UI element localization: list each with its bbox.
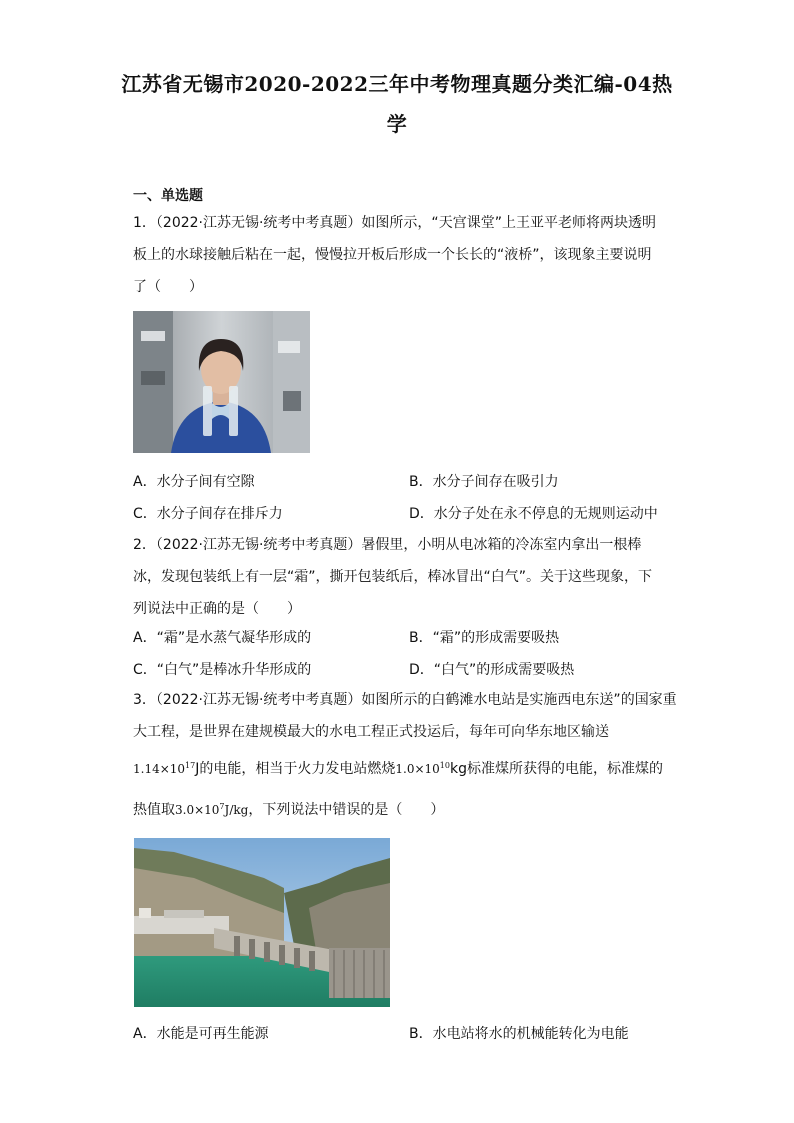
heat-value: $3.0\times 10^7J/kg$ [175, 802, 249, 817]
energy-text: J的电能，相当于火力发电站燃烧 [195, 761, 396, 777]
question-3-line-1: 3．（2022·江苏无锡·统考中考真题）如图所示的白鹤滩水电站是实施西电东送”的国家重 [133, 692, 677, 708]
q3-option-a: A．水能是可再生能源 [133, 1026, 269, 1042]
title-line-2: 学 [386, 112, 408, 136]
question-2-text: 2．（2022·江苏无锡·统考中考真题）暑假里，小明从电冰箱的冷冻室内拿出一根棒冰，发现包装纸上有一层“霜”，撕开包装纸后，棒冰冒出“白气”。关于这些现象，下列说法中正确的是（ ） [133, 537, 653, 617]
q2-option-d: D．“白气”的形成需要吸热 [409, 662, 575, 678]
q2-option-c: C．“白气”是棒冰升华形成的 [133, 662, 312, 678]
question-1-text: 1．（2022·江苏无锡·统考中考真题）如图所示，“天宫课堂”上王亚平老师将两块透明板上的水球接触后粘在一起，慢慢拉开板后形成一个长长的“液桥”，该现象主要说明了（ ） [133, 215, 656, 295]
q2-option-a: A．“霜”是水蒸气凝华形成的 [133, 630, 312, 646]
question-3-photo [134, 838, 390, 1007]
question-3-line-4 [133, 800, 444, 820]
heat-prefix: 热值取 [133, 802, 175, 818]
question-3-line-3 [133, 759, 663, 779]
q3-option-b: B．水电站将水的机械能转化为电能 [409, 1026, 629, 1042]
energy-value: $1.14\times 10^{17}$ [133, 761, 196, 776]
question-3-line-2: 大工程，是世界在建规模最大的水电工程正式投运后，每年可向华东地区输送 [133, 724, 609, 740]
coal-value: $1.0\times 10^{10}$ [395, 761, 450, 776]
q1-option-c: C．水分子间存在排斥力 [133, 506, 283, 522]
heat-suffix: ，下列说法中错误的是（ ） [248, 802, 445, 818]
question-1-photo [133, 311, 310, 453]
q1-option-a: A．水分子间有空隙 [133, 474, 255, 490]
document-title [100, 64, 694, 144]
section-heading: 一、单选题 [133, 188, 203, 204]
title-line-1: 江苏省无锡市2020-2022三年中考物理真题分类汇编-04热 [121, 72, 673, 96]
q1-option-b: B．水分子间存在吸引力 [409, 474, 559, 490]
q1-option-d: D．水分子处在永不停息的无规则运动中 [409, 506, 658, 522]
coal-text: kg标准煤所获得的电能，标准煤的 [449, 761, 663, 777]
q2-option-b: B．“霜”的形成需要吸热 [409, 630, 560, 646]
